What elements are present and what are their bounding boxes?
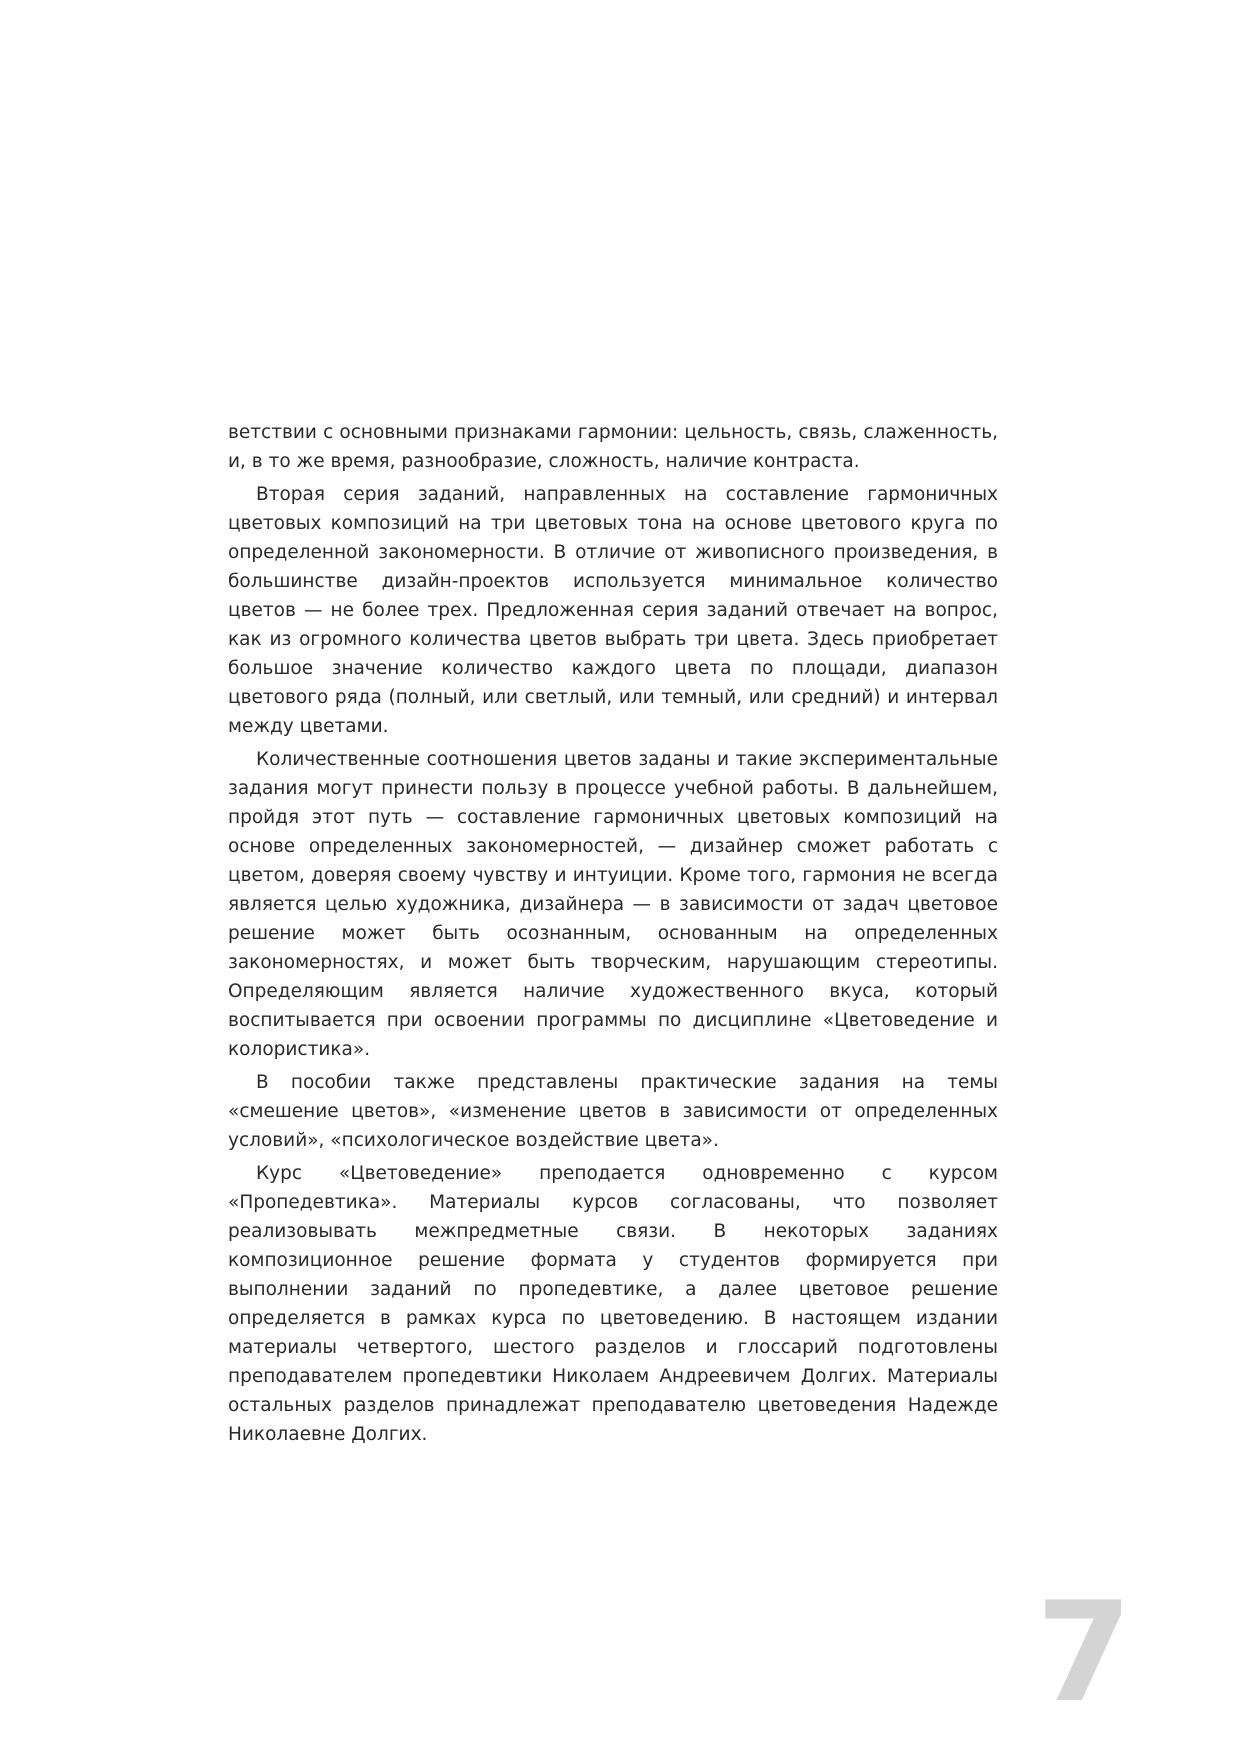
paragraph-practical-tasks: В пособии также представлены практические задания на темы «смешение цветов», «изменение цветов в зависимости от определенных условий», «психологическое воздействие цвета». [228,1072,998,1151]
paragraph-quantitative-ratios: Количественные соотношения цветов заданы и такие экспериментальные задания могут принести пользу в процессе учебной работы. В дальнейшем, пройдя этот путь — составление гармоничных цветовых композиций на основе определенных закономерностей, — дизайнер сможет работать с цветом, доверяя своему чувству и интуиции. Кроме того, гармония не всегда является целью художника, дизайнера — в зависимости от задач цветовое решение может быть осознанным, основанным на определенных закономерностях, и может быть творческим, нарушающим стереотипы. Определяющим является наличие художественного вкуса, который воспитывается при освоении программы по дисциплине «Цветоведение и колористика». [228,749,998,1060]
paragraph-continuation: ветствии с основными признаками гармонии: цельность, связь, слаженность, и, в то же время, разнообразие, сложность, наличие контраста. [228,422,998,472]
paragraph-course-info: Курс «Цветоведение» преподается одновременно с курсом «Пропедевтика». Материалы курсов согласованы, что позволяет реализовывать межпредметные связи. В некоторых заданиях композиционное решение формата у студентов формируется при выполнении заданий по пропедевтике, а далее цветовое решение определяется в рамках курса по цветоведению. В настоящем издании материалы четвертого, шестого разделов и глоссарий подготовлены преподавателем пропедевтики Николаем Андреевичем Долгих. Материалы остальных разделов принадлежат преподавателю цветоведения Надежде Николаевне Долгих. [228,1163,998,1445]
paragraph-second-series: Вторая серия заданий, направленных на составление гармоничных цветовых композиций на три цветовых тона на основе цветового круга по определенной закономерности. В отличие от живописного произведения, в большинстве дизайн-проектов используется минимальное количество цветов — не более трех. Предложенная серия заданий отвечает на вопрос, как из огромного количества цветов выбрать три цвета. Здесь приобретает большое значение количество каждого цвета по площади, диапазон цветового ряда (полный, или светлый, или темный, или средний) и интервал между цветами. [228,484,998,737]
body-text [228,418,998,1449]
page-number: 7 [1036,1572,1133,1733]
